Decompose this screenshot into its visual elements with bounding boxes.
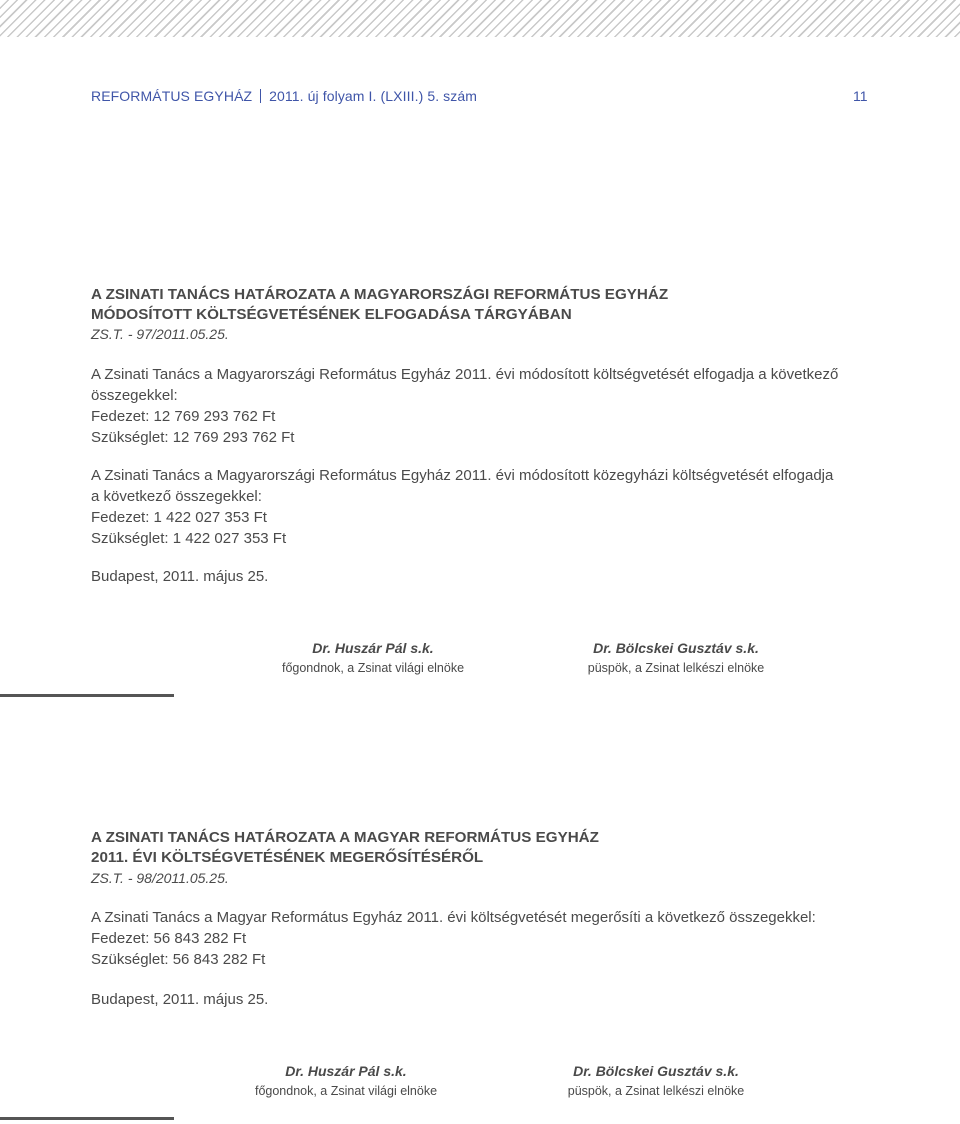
resolution2-title-line2: 2011. ÉVI KÖLTSÉGVETÉSÉNEK MEGERŐSÍTÉSÉRŐL: [91, 849, 484, 866]
resolution2-para1-line1: A Zsinati Tanács a Magyar Református Egyház 2011. évi költségvetését megerősíti a következő összegekkel:: [91, 909, 816, 926]
page-number: 11: [853, 88, 868, 104]
resolution1-signature-clerical-president: [556, 638, 796, 678]
resolution2-signature-clerical-president: [536, 1061, 776, 1101]
resolution2-title-line1: A ZSINATI TANÁCS HATÁROZATA A MAGYAR REFORMÁTUS EGYHÁZ: [91, 829, 599, 846]
signatory-name: Dr. Bölcskei Gusztáv s.k.: [593, 640, 759, 656]
header-separator: [260, 89, 261, 103]
resolution2-para1-line2: Fedezet: 56 843 282 Ft: [91, 930, 247, 947]
resolution1-para2-line1: A Zsinati Tanács a Magyarországi Református Egyház 2011. évi módosított közegyházi költségvetését elfogadja: [91, 467, 834, 484]
resolution2-paragraph1: [91, 907, 816, 970]
hatched-top-band: [0, 0, 960, 37]
resolution1-para2-line2: a következő összegekkel:: [91, 488, 262, 505]
resolution1-title-line2: MÓDOSÍTOTT KÖLTSÉGVETÉSÉNEK ELFOGADÁSA TÁRGYÁBAN: [91, 306, 572, 323]
resolution1-para1-line3: Fedezet: 12 769 293 762 Ft: [91, 408, 276, 425]
resolution2-reference: ZS.T. - 98/2011.05.25.: [91, 870, 229, 886]
resolution1-paragraph1: [91, 364, 838, 448]
resolution1-para1-line1: A Zsinati Tanács a Magyarországi Református Egyház 2011. évi módosított költségvetését elfogadja a következő: [91, 366, 839, 383]
resolution2-title: [91, 828, 599, 868]
resolution1-reference: ZS.T. - 97/2011.05.25.: [91, 326, 229, 342]
resolution1-title-line1: A ZSINATI TANÁCS HATÁROZATA A MAGYARORSZÁGI REFORMÁTUS EGYHÁZ: [91, 286, 669, 303]
signatory-name: Dr. Huszár Pál s.k.: [312, 640, 434, 656]
signatory-role: főgondnok, a Zsinat világi elnöke: [281, 661, 465, 675]
resolution1-para2-line3: Fedezet: 1 422 027 353 Ft: [91, 509, 267, 526]
resolution2-place-date: Budapest, 2011. május 25.: [91, 991, 269, 1008]
section-divider-rule: [0, 694, 174, 697]
signatory-role: püspök, a Zsinat lelkészi elnöke: [567, 1084, 745, 1098]
running-header: [91, 88, 477, 104]
issue-info: 2011. új folyam I. (LXIII.) 5. szám: [269, 88, 478, 104]
resolution1-para1-line2: összegekkel:: [91, 387, 178, 404]
resolution1-paragraph2: [91, 465, 833, 549]
resolution2-para1-line3: Szükséglet: 56 843 282 Ft: [91, 951, 266, 968]
resolution1-title: [91, 285, 668, 325]
resolution1-para2-line4: Szükséglet: 1 422 027 353 Ft: [91, 530, 287, 547]
resolution2-signature-lay-president: [226, 1061, 466, 1101]
publication-name: REFORMÁTUS EGYHÁZ: [91, 88, 253, 104]
signatory-name: Dr. Huszár Pál s.k.: [285, 1063, 407, 1079]
resolution1-para1-line4: Szükséglet: 12 769 293 762 Ft: [91, 429, 295, 446]
resolution1-place-date: Budapest, 2011. május 25.: [91, 568, 269, 585]
bottom-divider-rule: [0, 1117, 174, 1120]
signatory-name: Dr. Bölcskei Gusztáv s.k.: [573, 1063, 739, 1079]
signatory-role: püspök, a Zsinat lelkészi elnöke: [587, 661, 765, 675]
resolution1-signature-lay-president: [253, 638, 493, 678]
signatory-role: főgondnok, a Zsinat világi elnöke: [254, 1084, 438, 1098]
